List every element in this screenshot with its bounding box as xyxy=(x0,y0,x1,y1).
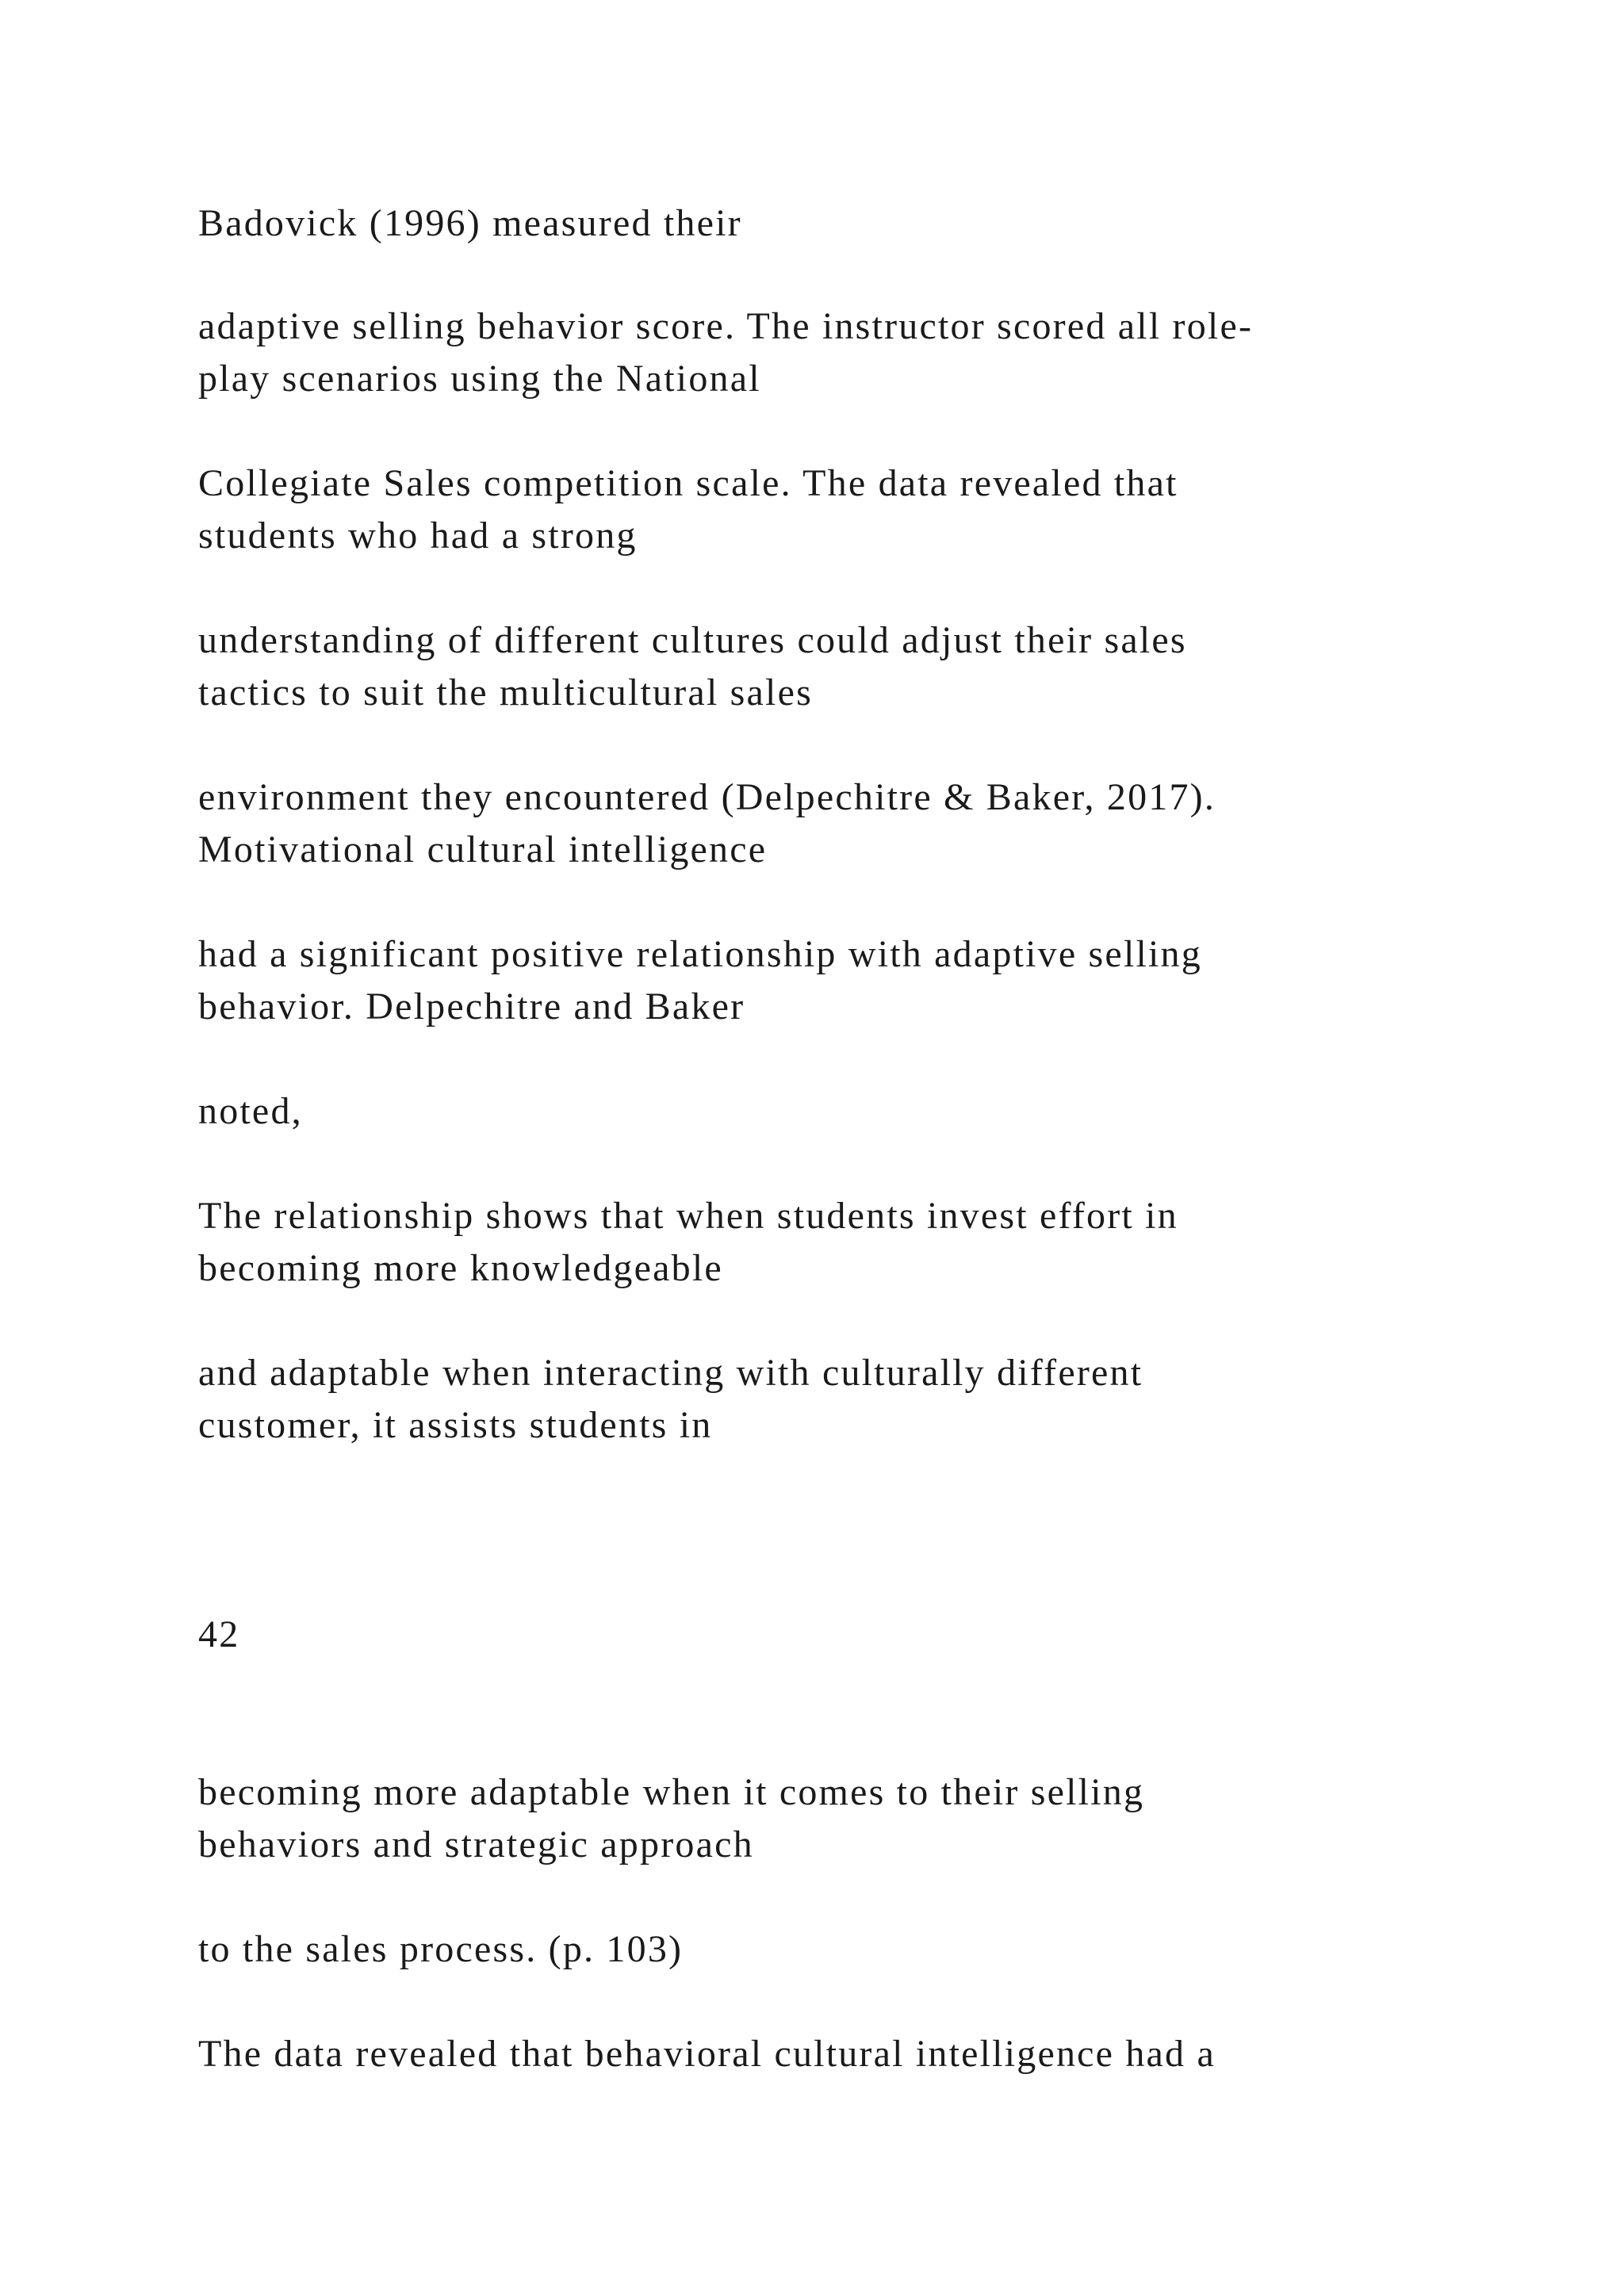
text-line: Badovick (1996) measured their xyxy=(198,202,742,244)
text-line: The relationship shows that when students invest effort in xyxy=(198,1195,1178,1237)
text-line: Motivational cultural intelligence xyxy=(198,828,768,871)
text-line: had a significant positive relationship with adaptive selling xyxy=(198,933,1202,975)
text-line: tactics to suit the multicultural sales xyxy=(198,672,813,714)
text-line: becoming more knowledgeable xyxy=(198,1247,723,1289)
text-line: The data revealed that behavioral cultural intelligence had a xyxy=(198,2033,1216,2075)
text-line: students who had a strong xyxy=(198,515,638,557)
text-line: customer, it assists students in xyxy=(198,1404,713,1446)
text-line: play scenarios using the National xyxy=(198,358,761,400)
page-number: 42 xyxy=(198,1613,240,1655)
text-line: understanding of different cultures could adjust their sales xyxy=(198,619,1187,661)
text-line: and adaptable when interacting with culturally different xyxy=(198,1352,1143,1394)
text-line: environment they encountered (Delpechitre & Baker, 2017). xyxy=(198,776,1216,818)
text-line: behavior. Delpechitre and Baker xyxy=(198,985,745,1027)
text-line: Collegiate Sales competition scale. The data revealed that xyxy=(198,462,1178,504)
text-line: behaviors and strategic approach xyxy=(198,1823,754,1866)
text-line: becoming more adaptable when it comes to their selling xyxy=(198,1771,1145,1813)
text-line: noted, xyxy=(198,1090,303,1132)
text-line: to the sales process. (p. 103) xyxy=(198,1928,684,1970)
text-line: adaptive selling behavior score. The instructor scored all role- xyxy=(198,305,1254,347)
